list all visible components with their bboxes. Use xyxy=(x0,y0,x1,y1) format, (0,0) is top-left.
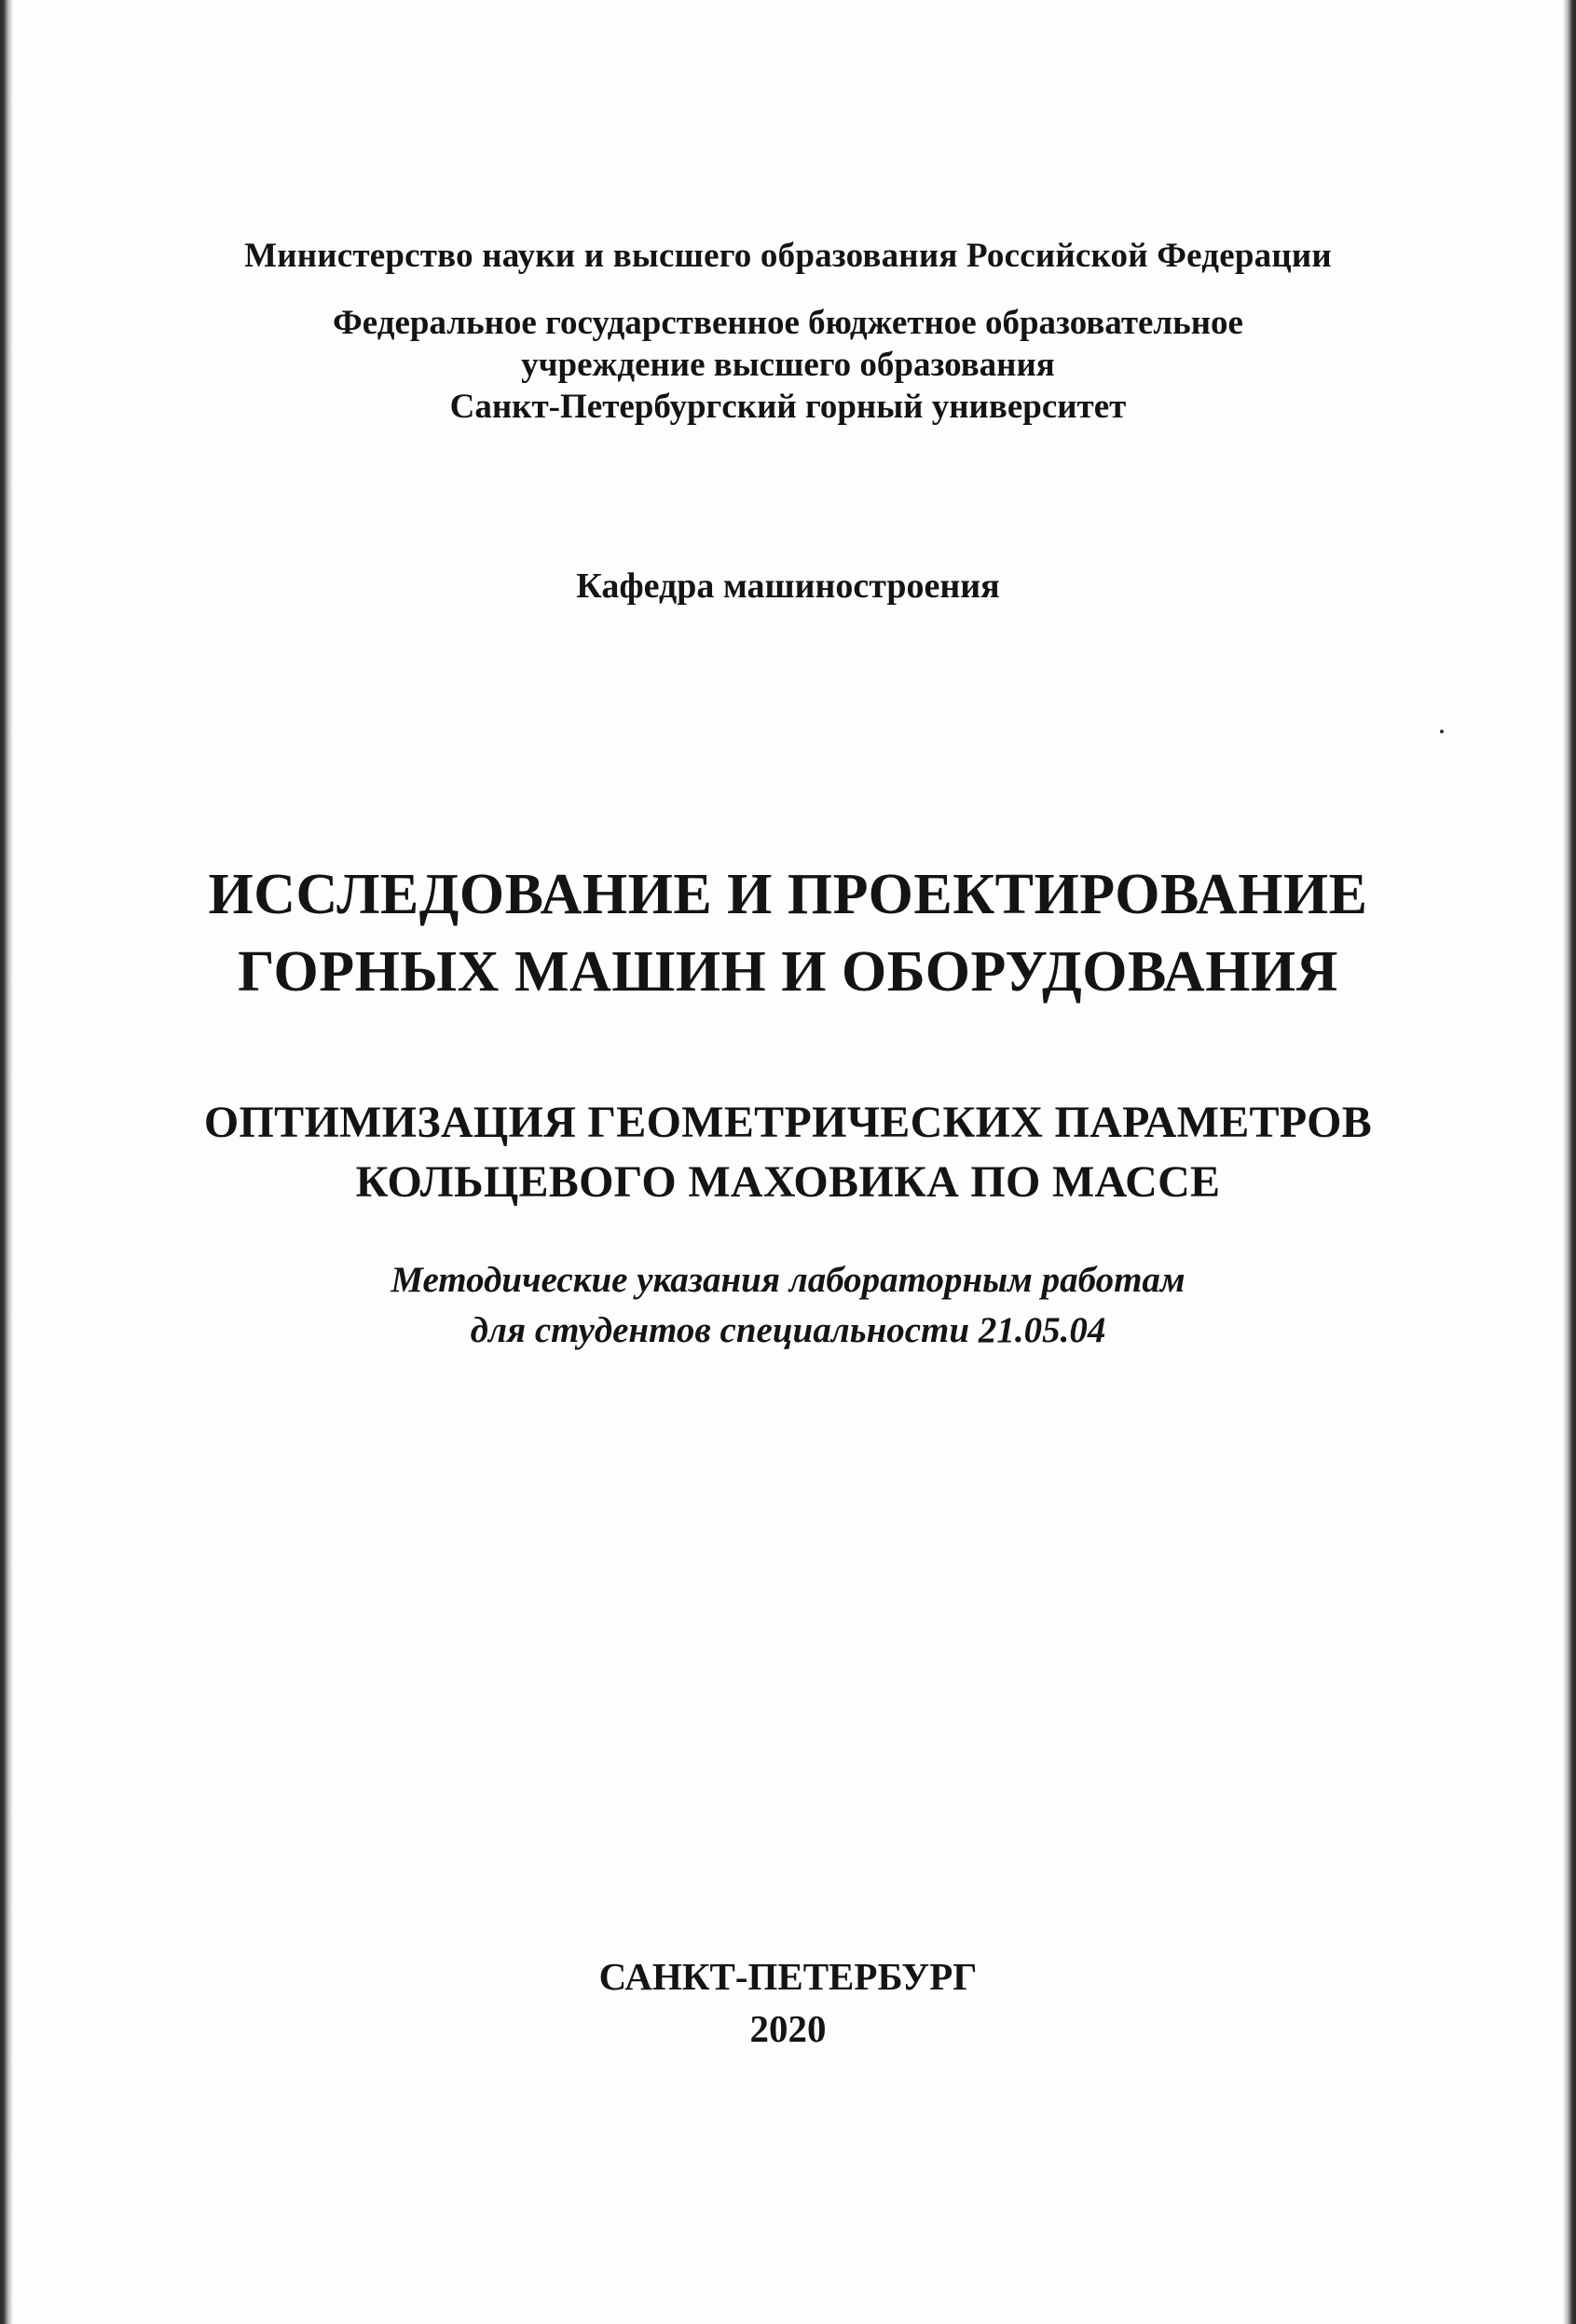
publication-year: 2020 xyxy=(749,2007,827,2050)
main-title-line-2: ГОРНЫХ МАШИН И ОБОРУДОВАНИЯ xyxy=(238,940,1338,1004)
guideline-line-2: для студентов специальности 21.05.04 xyxy=(470,1310,1106,1350)
main-title-line-1: ИССЛЕДОВАНИЕ И ПРОЕКТИРОВАНИЕ xyxy=(208,863,1368,926)
subtitle-line-2: КОЛЬЦЕВОГО МАХОВИКА ПО МАССЕ xyxy=(355,1157,1221,1207)
institution-line-2: учреждение высшего образования xyxy=(521,346,1055,384)
scan-speck xyxy=(1440,730,1444,733)
institution-line-3: Санкт-Петербургский горный университет xyxy=(449,388,1127,426)
publication-city: САНКТ-ПЕТЕРБУРГ xyxy=(598,1955,978,1998)
department-name: Кафедра машиностроения xyxy=(576,567,1000,606)
guideline-line-1: Методические указания лабораторным работам xyxy=(391,1260,1185,1300)
institution-line-1: Федеральное государственное бюджетное образовательное xyxy=(333,304,1243,342)
ministry-name: Министерство науки и высшего образования Российской Федерации xyxy=(244,237,1332,275)
subtitle-line-1: ОПТИМИЗАЦИЯ ГЕОМЕТРИЧЕСКИХ ПАРАМЕТРОВ xyxy=(203,1098,1373,1147)
